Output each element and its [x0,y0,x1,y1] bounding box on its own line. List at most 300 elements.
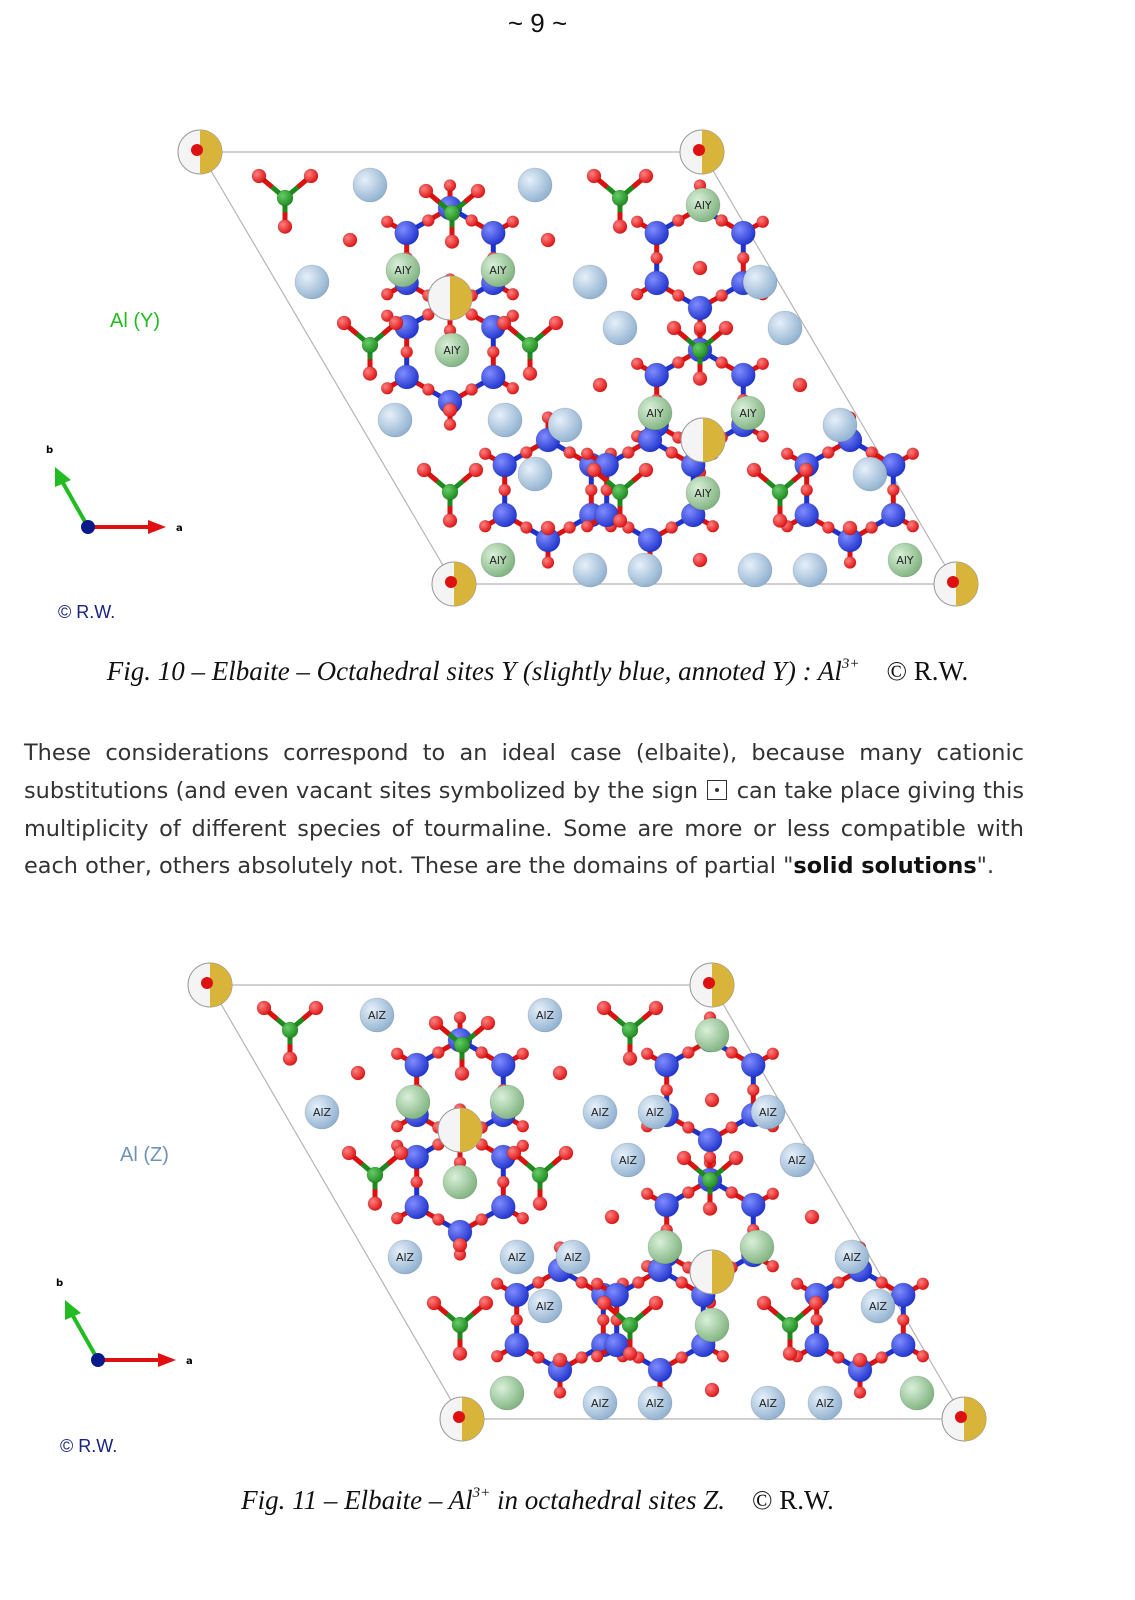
corner-oxygen [947,576,959,588]
boron-atom [444,205,460,221]
oxygen-atom [623,1052,637,1066]
silicon-atom [645,363,669,387]
silicon-atom [648,1358,672,1382]
octahedral-site-label: AlZ [507,1251,527,1264]
oxygen-atom [793,378,807,392]
oxygen-atom [309,1001,323,1015]
sodium-site-fill [200,130,222,174]
oxygen-atom [809,1296,823,1310]
octahedral-site-label: AlZ [395,1251,415,1264]
oxygen-atom [553,1066,567,1080]
boron-atom [772,484,788,500]
oxygen-atom [343,233,357,247]
oxygen-atom [805,1210,819,1224]
figure-11-structure [0,950,1135,1480]
oxygen-atom [576,1277,588,1289]
oxygen-atom [844,557,856,569]
oxygen-atom [757,1296,771,1310]
oxygen-atom [455,1067,469,1081]
octahedral-site [628,553,662,587]
sodium-site-fill [712,1250,734,1294]
oxygen-atom [726,1187,738,1199]
oxygen-atom [703,1202,717,1216]
oxygen-atom [676,1352,688,1364]
octahedral-site-label: AlZ [758,1106,778,1119]
paragraph-part-3: ". [976,853,995,880]
figure-11-caption-text: Fig. 11 – Elbaite – Al [241,1485,473,1515]
silicon-atom [405,1195,429,1219]
oxygen-atom [822,447,834,459]
oxygen-atom [907,448,919,460]
boron-atom [692,342,708,358]
octahedral-site [573,553,607,587]
axis-a-label: a [186,1356,193,1367]
octahedral-site [548,408,582,442]
oxygen-atom [532,1277,544,1289]
octahedral-site-label: AlZ [535,1009,555,1022]
corner-oxygen [955,1411,967,1423]
oxygen-atom [597,1296,611,1310]
oxygen-atom [704,1152,716,1164]
boron-atom [612,484,628,500]
boron-atom [452,1317,468,1333]
oxygen-atom [666,447,678,459]
octahedral-site-label: AlZ [758,1397,778,1410]
oxygen-atom [876,1352,888,1364]
oxygen-atom [661,1084,673,1096]
figure-10-caption-credit: © R.W. [886,656,969,686]
oxygen-atom [417,463,431,477]
oxygen-atom [757,430,769,442]
oxygen-atom [342,1146,356,1160]
oxygen-atom [631,358,643,370]
figure-10-site-label: Al (Y) [110,310,160,332]
oxygen-atom [719,321,733,335]
sodium-site-fill [964,1397,986,1441]
axis-b-label: b [46,445,54,456]
oxygen-atom [907,520,919,532]
oxygen-atom [649,1296,663,1310]
oxygen-atom [283,1052,297,1066]
silicon-atom [491,1195,515,1219]
octahedral-site [443,1165,477,1199]
oxygen-atom [641,1048,653,1060]
octahedral-site-label: AlZ [645,1106,665,1119]
oxygen-atom [747,463,761,477]
sodium-site-fill [956,562,978,606]
silicon-atom [731,363,755,387]
oxygen-atom [444,180,456,192]
oxygen-atom [799,463,813,477]
oxygen-atom [427,1296,441,1310]
oxygen-atom [443,403,457,417]
silicon-atom [395,365,419,389]
oxygen-atom [429,1016,443,1030]
unit-cell [200,152,956,584]
silicon-atom [638,428,662,452]
oxygen-atom [471,184,485,198]
corner-oxygen [453,1411,465,1423]
corner-oxygen [703,977,715,989]
silicon-atom [481,221,505,245]
oxygen-atom [767,1260,779,1272]
oxygen-atom [853,1353,867,1367]
silicon-atom [795,503,819,527]
oxygen-atom [597,1001,611,1015]
oxygen-atom [533,1197,547,1211]
oxygen-atom [757,358,769,370]
silicon-atom [405,1145,429,1169]
oxygen-atom [917,1350,929,1362]
oxygen-atom [491,1278,503,1290]
octahedral-site [573,265,607,299]
oxygen-atom [453,1238,467,1252]
oxygen-atom [517,1212,529,1224]
oxygen-atom [278,220,292,234]
oxygen-atom [391,1048,403,1060]
oxygen-atom [729,1151,743,1165]
figure-11 [0,950,1135,1480]
octahedral-site [295,265,329,299]
oxygen-atom [716,290,728,302]
figure-10 [0,0,1135,700]
oxygen-atom [507,1146,521,1160]
oxygen-atom [605,1210,619,1224]
octahedral-site-label: AlY [489,554,507,567]
oxygen-atom [672,357,684,369]
oxygen-atom [304,169,318,183]
axis-a-arrow [148,520,166,534]
oxygen-atom [401,346,413,358]
oxygen-atom [767,1048,779,1060]
oxygen-atom [443,514,457,528]
oxygen-atom [876,1277,888,1289]
oxygen-atom [667,321,681,335]
oxygen-atom [445,235,459,249]
oxygen-atom [466,384,478,396]
oxygen-atom [469,463,483,477]
oxygen-atom [257,1001,271,1015]
oxygen-atom [541,233,555,247]
oxygen-atom [476,1214,488,1226]
octahedral-site-label: AlZ [815,1397,835,1410]
corner-oxygen [693,144,705,156]
octahedral-site [518,457,552,491]
octahedral-site-label: AlZ [312,1106,332,1119]
oxygen-atom [897,1314,909,1326]
oxygen-atom [381,288,393,300]
silicon-atom [655,1053,679,1077]
oxygen-atom [672,290,684,302]
octahedral-site-label: AlZ [590,1106,610,1119]
oxygen-atom [564,522,576,534]
figure-10-caption [0,656,1075,687]
oxygen-atom [523,367,537,381]
oxygen-atom [479,448,491,460]
silicon-atom [493,503,517,527]
octahedral-site-label: AlY [694,487,712,500]
oxygen-atom [682,1122,694,1134]
octahedral-site [853,457,887,491]
octahedral-site-label: AlZ [868,1300,888,1313]
vacant-site-symbol-icon [707,780,727,800]
oxygen-atom [363,367,377,381]
silicon-atom [395,221,419,245]
oxygen-atom [767,1188,779,1200]
oxygen-atom [499,484,511,496]
octahedral-site [768,311,802,345]
oxygen-atom [694,322,706,334]
silicon-atom [638,528,662,552]
boron-atom [532,1167,548,1183]
boron-atom [442,484,458,500]
silicon-atom [645,221,669,245]
oxygen-atom [411,1176,423,1188]
oxygen-atom [511,1314,523,1326]
oxygen-atom [553,1353,567,1367]
oxygen-atom [487,346,499,358]
paragraph-part-2: can take place giving this multiplicity of different species of tourmaline. Some are more or less compatible with each other, others absolutely not. These are the domains of partial " [24,777,1025,880]
oxygen-atom [481,1016,495,1030]
sodium-site-fill [210,963,232,1007]
oxygen-atom [453,1347,467,1361]
octahedral-site [490,1376,524,1410]
oxygen-atom [773,514,787,528]
oxygen-atom [391,1120,403,1132]
octahedral-site-label: AlZ [618,1154,638,1167]
oxygen-atom [632,1277,644,1289]
boron-atom [367,1167,383,1183]
oxygen-atom [832,1352,844,1364]
oxygen-atom [693,261,707,275]
oxygen-atom [832,1277,844,1289]
octahedral-site-label: AlZ [645,1397,665,1410]
oxygen-atom [707,520,719,532]
oxygen-atom [717,1350,729,1362]
oxygen-atom [591,1278,603,1290]
octahedral-site [353,168,387,202]
oxygen-atom [716,215,728,227]
octahedral-site-label: AlY [489,264,507,277]
figure-10-caption-superscript: 3+ [841,656,860,672]
silicon-atom [688,296,712,320]
octahedral-site [603,311,637,345]
oxygen-atom [613,220,627,234]
octahedral-site [648,1230,682,1264]
oxygen-atom [419,184,433,198]
sodium-site-fill [703,418,725,462]
octahedral-site [743,265,777,299]
oxygen-atom [631,288,643,300]
octahedral-site [900,1376,934,1410]
oxygen-atom [639,169,653,183]
boron-atom [782,1317,798,1333]
figure-11-caption-text-after: in octahedral sites Z. [490,1485,726,1515]
oxygen-atom [432,1214,444,1226]
oxygen-atom [783,1347,797,1361]
page-number: ~ 9 ~ [507,8,568,38]
oxygen-atom [726,1047,738,1059]
oxygen-atom [676,1277,688,1289]
silicon-atom [741,1053,765,1077]
oxygen-atom [389,316,403,330]
oxygen-atom [554,1387,566,1399]
oxygen-atom [587,169,601,183]
oxygen-atom [613,514,627,528]
oxygen-atom [705,1383,719,1397]
octahedral-site [396,1085,430,1119]
corner-oxygen [445,576,457,588]
silicon-atom [645,271,669,295]
silicon-atom [805,1333,829,1357]
oxygen-atom [726,1122,738,1134]
octahedral-site-label: AlZ [563,1251,583,1264]
figure-11-site-label: Al (Z) [120,1144,169,1166]
oxygen-atom [791,1278,803,1290]
oxygen-atom [532,1352,544,1364]
oxygen-atom [432,1047,444,1059]
octahedral-site [488,403,522,437]
boron-atom [362,337,378,353]
silicon-atom [493,453,517,477]
oxygen-atom [811,1314,823,1326]
silicon-atom [655,1193,679,1217]
axis-b [73,1316,98,1360]
axis-c [81,520,95,534]
octahedral-site [378,403,412,437]
oxygen-atom [581,520,593,532]
oxygen-atom [394,1146,408,1160]
axis-c [91,1353,105,1367]
oxygen-atom [368,1197,382,1211]
figure-10-copyright: © R.W. [58,602,116,622]
octahedral-site-label: AlZ [590,1397,610,1410]
oxygen-atom [422,384,434,396]
figure-11-caption-superscript: 3+ [472,1485,491,1501]
oxygen-atom [639,463,653,477]
oxygen-atom [479,520,491,532]
silicon-atom [405,1053,429,1077]
octahedral-site-label: AlZ [842,1251,862,1264]
paragraph-bold-term: solid solutions [793,853,977,880]
oxygen-atom [587,463,601,477]
sodium-site-fill [702,130,724,174]
oxygen-atom [252,169,266,183]
oxygen-atom [677,1151,691,1165]
figure-11-caption [0,1485,1075,1516]
axis-b-label: b [56,1278,64,1289]
oxygen-atom [682,1187,694,1199]
sodium-site-fill [712,963,734,1007]
octahedral-site-label: AlY [443,344,461,357]
oxygen-atom [466,215,478,227]
oxygen-atom [581,448,593,460]
oxygen-atom [672,215,684,227]
body-paragraph [24,735,1024,886]
oxygen-atom [887,484,899,496]
figure-11-copyright: © R.W. [60,1436,118,1456]
oxygen-atom [351,1066,365,1080]
oxygen-atom [917,1278,929,1290]
oxygen-atom [666,522,678,534]
oxygen-atom [822,522,834,534]
oxygen-atom [576,1352,588,1364]
oxygen-atom [593,378,607,392]
oxygen-atom [747,1084,759,1096]
octahedral-site-label: AlZ [787,1154,807,1167]
octahedral-site [695,1308,729,1342]
oxygen-atom [564,447,576,459]
octahedral-site [793,553,827,587]
octahedral-site-label: AlZ [367,1009,387,1022]
oxygen-atom [507,288,519,300]
boron-atom [522,337,538,353]
silicon-atom [505,1333,529,1357]
boron-atom [612,190,628,206]
figure-10-structure [0,0,1135,650]
boron-atom [622,1317,638,1333]
octahedral-site [518,168,552,202]
octahedral-site [738,553,772,587]
oxygen-atom [422,215,434,227]
oxygen-atom [559,1146,573,1160]
octahedral-site [740,1230,774,1264]
oxygen-atom [491,1350,503,1362]
oxygen-atom [517,1048,529,1060]
boron-atom [282,1022,298,1038]
oxygen-atom [641,1188,653,1200]
oxygen-atom [337,316,351,330]
octahedral-site-label: AlY [694,199,712,212]
figure-11-caption-credit: © R.W. [752,1485,834,1515]
oxygen-atom [693,553,707,567]
oxygen-atom [507,382,519,394]
axis-b [63,483,88,527]
oxygen-atom [737,252,749,264]
oxygen-atom [391,1212,403,1224]
oxygen-atom [866,522,878,534]
oxygen-atom [801,484,813,496]
oxygen-atom [520,447,532,459]
axis-a-arrow [158,1353,176,1367]
oxygen-atom [497,316,511,330]
oxygen-atom [854,1387,866,1399]
oxygen-atom [585,484,597,496]
boron-atom [277,190,293,206]
boron-atom [622,1022,638,1038]
octahedral-site [695,1018,729,1052]
octahedral-site [490,1085,524,1119]
oxygen-atom [649,1001,663,1015]
oxygen-atom [541,521,555,535]
oxygen-atom [781,448,793,460]
oxygen-atom [693,372,707,386]
oxygen-atom [454,1012,466,1024]
oxygen-atom [631,216,643,228]
oxygen-atom [542,557,554,569]
oxygen-atom [843,521,857,535]
octahedral-site-label: AlY [739,407,757,420]
oxygen-atom [622,447,634,459]
figure-10-caption-text: Fig. 10 – Elbaite – Octahedral sites Y (slightly blue, annoted Y) : Al [106,656,842,686]
oxygen-atom [381,382,393,394]
oxygen-atom [591,1350,603,1362]
oxygen-atom [651,252,663,264]
oxygen-atom [623,1347,637,1361]
silicon-atom [698,1128,722,1152]
oxygen-atom [757,216,769,228]
silicon-atom [891,1333,915,1357]
